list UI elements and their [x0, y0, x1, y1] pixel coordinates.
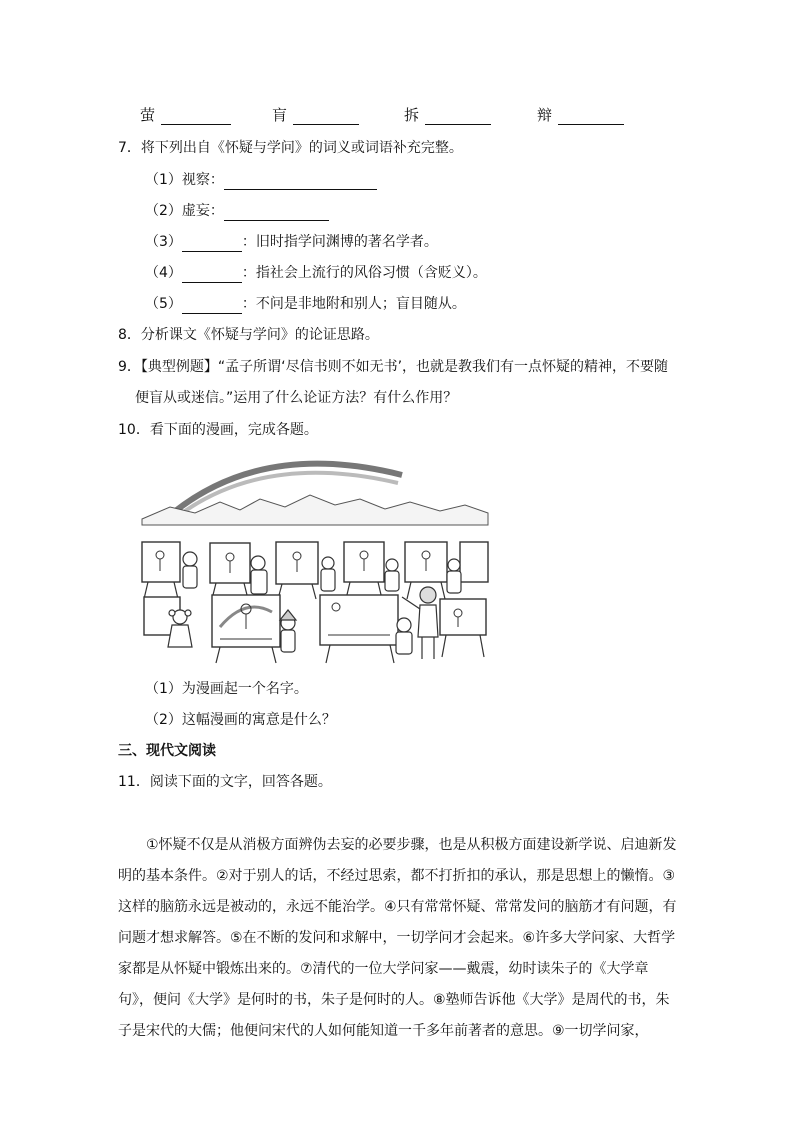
answer-blank[interactable] [182, 237, 242, 252]
fill-item [140, 104, 231, 125]
q7-item-label: （4） [145, 265, 182, 281]
fill-char: 辩 [537, 106, 553, 124]
fill-item [404, 104, 491, 125]
q7-item [145, 201, 705, 221]
q7-item [145, 232, 705, 252]
q7-item [145, 294, 705, 314]
question-10-sub1: （1）为漫画起一个名字。 [145, 681, 308, 697]
answer-blank[interactable] [224, 175, 377, 190]
question-11-title: 11．阅读下面的文字，回答各题。 [118, 774, 332, 790]
q7-item [145, 263, 705, 283]
answer-blank[interactable] [293, 110, 359, 125]
q7-item-label: （2）虚妄： [145, 203, 224, 219]
q7-item-label: （5） [145, 296, 182, 312]
answer-blank[interactable] [182, 299, 242, 314]
q7-item-suffix: ：不问是非地附和别人；盲目随从。 [241, 296, 466, 312]
question-9-line1: 9．【典型例题】“孟子所谓‘尽信书则不如无书’，也就是教我们有一点怀疑的精神，不要随 [118, 359, 669, 375]
answer-blank[interactable] [224, 206, 329, 221]
section-heading: 三、现代文阅读 [118, 743, 216, 759]
answer-blank[interactable] [558, 110, 624, 125]
fill-char: 肓 [272, 106, 288, 124]
q7-item-label: （1）视察： [145, 172, 224, 188]
q7-item-suffix: ：旧时指学问渊博的著名学者。 [241, 234, 438, 250]
answer-blank[interactable] [161, 110, 231, 125]
reading-passage: ①怀疑不仅是从消极方面辨伪去妄的必要步骤，也是从积极方面建设新学说、启迪新发明的基本条件。②对于别人的话，不经过思索，都不打折扣的承认，那是思想上的懒惰。③这样的脑筋永远是被动的，永远不能治学。④只有常常怀疑、常常发问的脑筋才有问题，有问题才想求解答。⑤在不断的发问和求解中，一切学问才会起来。⑥许多大学问家、大哲学家都是从怀疑中锻炼出来的。⑦清代的一位大学问家——戴震，幼时读朱子的《大学章句》，便问《大学》是何时的书，朱子是何时的人。⑧塾师告诉他《大学》是周代的书，朱子是宋代的大儒；他便问宋代的人如何能知道一千多年前著者的意思。⑨一切学问家， [118, 837, 677, 1039]
answer-blank[interactable] [425, 110, 491, 125]
answer-blank[interactable] [182, 268, 242, 283]
fill-item [272, 104, 359, 125]
fill-char: 萤 [140, 106, 156, 124]
question-8: 8．分析课文《怀疑与学问》的论证思路。 [118, 327, 379, 343]
q7-item-label: （3） [145, 234, 182, 250]
question-10-title: 10．看下面的漫画，完成各题。 [118, 422, 318, 438]
fill-char: 拆 [404, 106, 420, 124]
q7-item [145, 170, 705, 190]
question-10-sub2: （2）这幅漫画的寓意是什么？ [145, 712, 336, 728]
question-9-line2: 便盲从或迷信。”运用了什么论证方法？有什么作用？ [135, 390, 458, 406]
question-7-title: 7．将下列出自《怀疑与学问》的词义或词语补充完整。 [118, 140, 463, 156]
character-fill-row [140, 104, 660, 126]
q7-item-suffix: ：指社会上流行的风俗习惯（含贬义）。 [241, 265, 487, 281]
fill-item [537, 104, 624, 125]
cartoon-illustration [140, 447, 490, 665]
